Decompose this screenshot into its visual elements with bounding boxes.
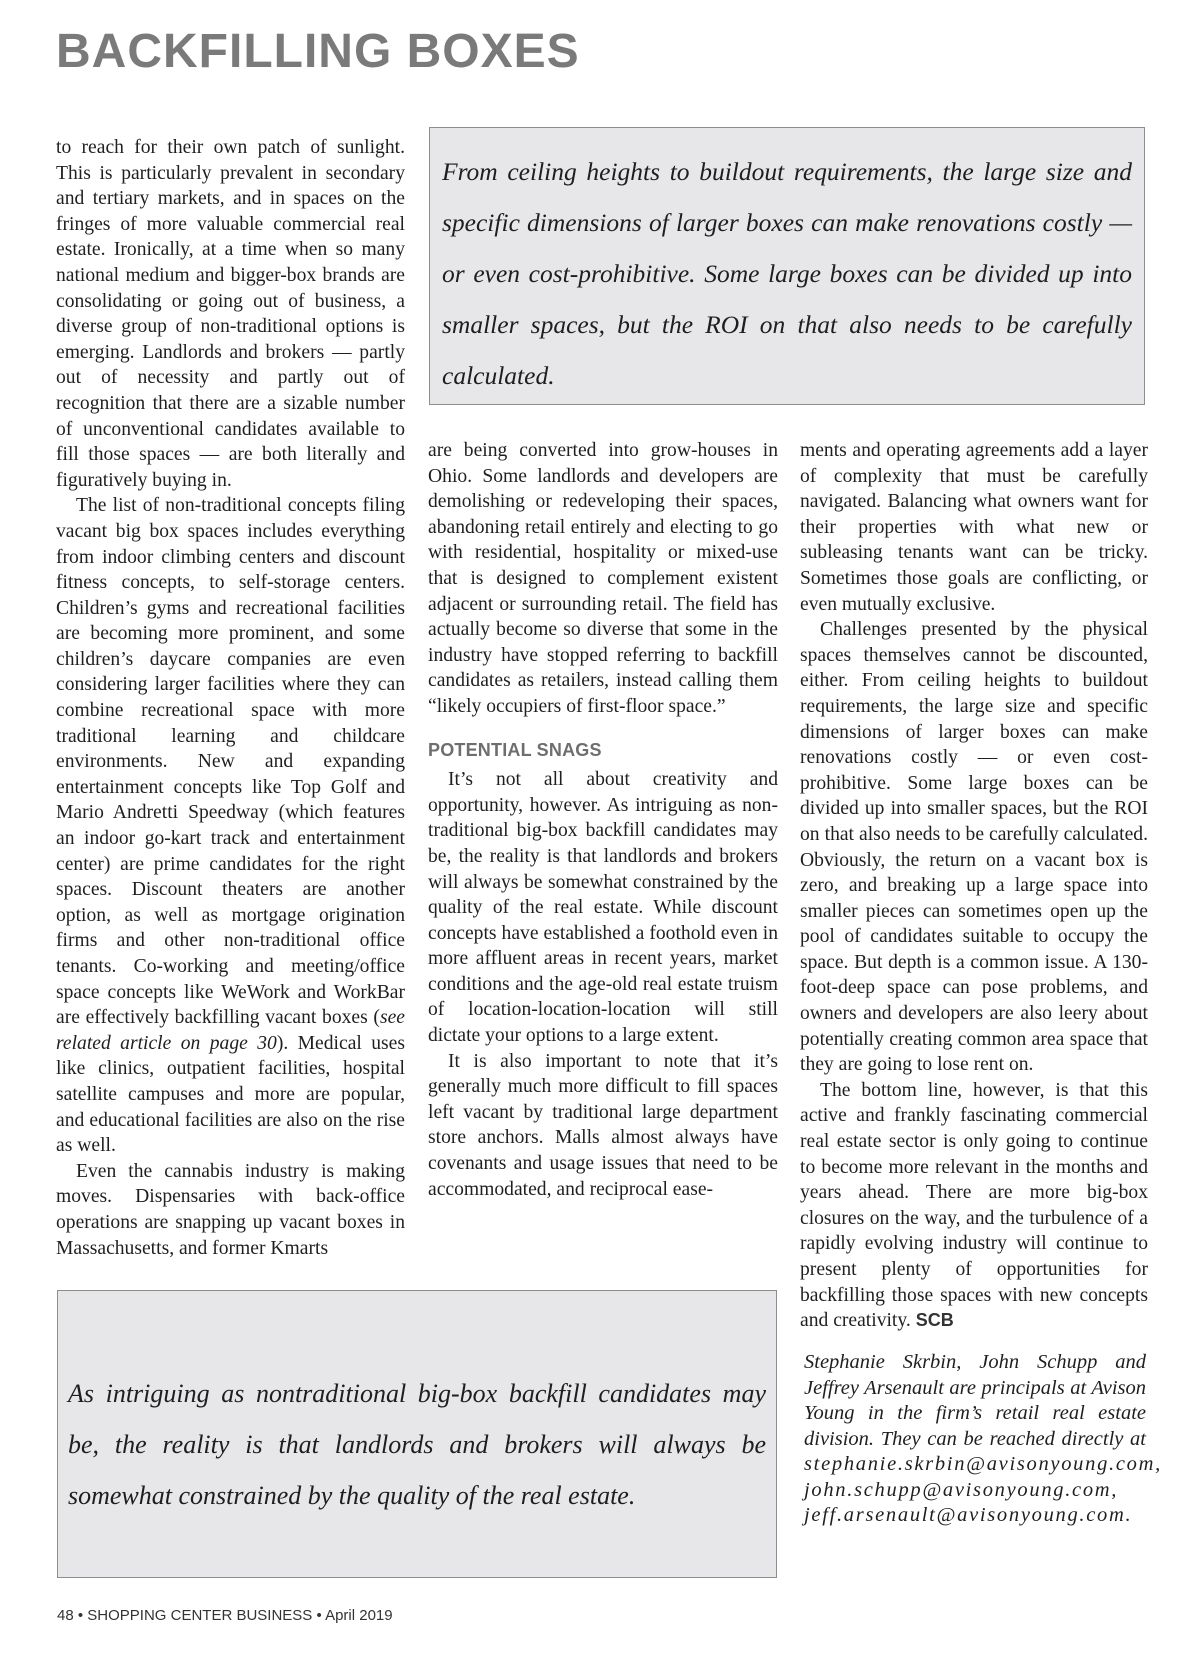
cross-reference: see related article on page 30 bbox=[56, 1007, 405, 1054]
section-subheading: POTENTIAL SNAGS bbox=[428, 739, 602, 760]
article-column-3 bbox=[800, 438, 1148, 1334]
article-column-1 bbox=[56, 135, 405, 1261]
bio-text: Stephanie Skrbin, John Schupp and Jeffrey Arsenault are principals at Avison Young in the firm’s retail real estate division. They can be reached directly at bbox=[804, 1351, 1146, 1450]
paragraph bbox=[56, 493, 405, 1158]
pull-quote-text: From ceiling heights to buildout requirements, the large size and specific dimensions of larger boxes can make renovations costly — or even cost-prohibitive. Some large boxes can be divided up into smaller spaces, but the ROI on that also needs to be carefully calculated. bbox=[442, 157, 1132, 390]
author-bio bbox=[804, 1350, 1162, 1529]
page-footer: 48 • SHOPPING CENTER BUSINESS • April 2019 bbox=[57, 1607, 393, 1624]
paragraph: It is also important to note that it’s generally much more difficult to fill spaces left vacant by traditional large department store anchors. Malls almost always have covenants and usage issues that need to be accommodated, and reciprocal ease- bbox=[428, 1050, 778, 1200]
pull-quote-bottom bbox=[57, 1290, 777, 1578]
paragraph bbox=[800, 1078, 1148, 1334]
end-mark: SCB bbox=[915, 1310, 954, 1331]
pull-quote-top bbox=[429, 127, 1145, 405]
author-email[interactable]: stephanie.skrbin@avisonyoung.com, bbox=[804, 1453, 1162, 1475]
paragraph-text: ). Medical uses like clinics, outpatient facilities, hospital satellite campuses and more are popular, and educational facilities are also on the rise as well. bbox=[56, 1032, 405, 1157]
paragraph: ments and operating agreements add a layer of complexity that must be carefully navigated. Balancing what owners want for their properties with what new or subleasing tenants want can be tricky. Sometimes those goals are conflicting, or even mutually exclusive. bbox=[800, 440, 1148, 615]
paragraph: It’s not all about creativity and opportunity, however. As intriguing as non-traditional big-box backfill candidates may be, the reality is that landlords and brokers will always be somewhat constrained by the quality of the real estate. While discount concepts have established a foothold even in more affluent areas in recent years, market conditions and the age-old real estate truism of location-location-location will still dictate your options to a large extent. bbox=[428, 769, 778, 1047]
article-column-2 bbox=[428, 438, 778, 1202]
paragraph: Even the cannabis industry is making moves. Dispensaries with back-office operations are snapping up vacant boxes in Massachusetts, and former Kmarts bbox=[56, 1160, 405, 1259]
paragraph-text: The list of non-traditional concepts filing vacant big box spaces includes everything from indoor climbing centers and discount fitness concepts, to self-storage centers. Children’s gyms and recreational facilities are becoming more prominent, and some children’s daycare companies are even considering larger facilities where they can combine recreational space with more traditional learning and childcare environments. New and expanding entertainment concepts like Top Golf and Mario Andretti Speedway (which features an indoor go-kart track and entertainment center) are prime candidates for the right spaces. Discount theaters are another option, as well as mortgage origination firms and other non-traditional office tenants. Co-working and meeting/office space concepts like WeWork and WorkBar are effectively backfilling vacant boxes ( bbox=[56, 495, 405, 1029]
paragraph: to reach for their own patch of sunlight. This is particularly prevalent in secondary and tertiary markets, and in spaces on the fringes of more valuable commercial real estate. Ironically, at a time when so many national medium and bigger-box brands are consolidating or going out of business, a diverse group of non-traditional options is emerging. Landlords and brokers — partly out of necessity and partly out of recognition that there are a sizable number of unconventional candidates available to fill those spaces — are both literally and figuratively buying in. bbox=[56, 137, 405, 491]
author-email[interactable]: jeff.arsenault@avisonyoung.com. bbox=[804, 1504, 1133, 1526]
pull-quote-text: As intriguing as nontraditional big-box backfill candidates may be, the reality is that landlords and brokers will always be somewhat constrained by the quality of the real estate. bbox=[68, 1379, 766, 1510]
paragraph-text: The bottom line, however, is that this active and frankly fascinating commercial real estate sector is only going to continue to become more relevant in the months and years ahead. There are more big-box closures on the way, and the turbulence of a rapidly evolving industry will continue to present plenty of opportunities for backfilling those spaces with new concepts and creativity. bbox=[800, 1079, 1148, 1332]
paragraph: are being converted into grow-houses in Ohio. Some landlords and developers are demolishing or redeveloping their spaces, abandoning retail entirely and electing to go with residential, hospitality or mixed-use that is designed to complement existent adjacent or surrounding retail. The field has actually become so diverse that some in the industry have stopped referring to backfill candidates as retailers, instead calling them “likely occupiers of first-floor space.” bbox=[428, 440, 778, 717]
page-title: BACKFILLING BOXES bbox=[56, 25, 580, 78]
author-email[interactable]: john.schupp@avisonyoung.com, bbox=[804, 1478, 1119, 1501]
paragraph: Challenges presented by the physical spaces themselves cannot be discounted, either. From ceiling heights to buildout requirements, the large size and specific dimensions of larger boxes can make renovations costly — or even cost-prohibitive. Some large boxes can be divided up into smaller spaces, but the ROI on that also needs to be carefully calculated. Obviously, the return on a vacant box is zero, and breaking up a large space into smaller pieces can sometimes open up the pool of candidates suitable to occupy the space. But depth is a common issue. A 130-foot-deep space can pose problems, and owners and developers are also leery about potentially creating common area space that they are going to lose rent on. bbox=[800, 619, 1148, 1076]
